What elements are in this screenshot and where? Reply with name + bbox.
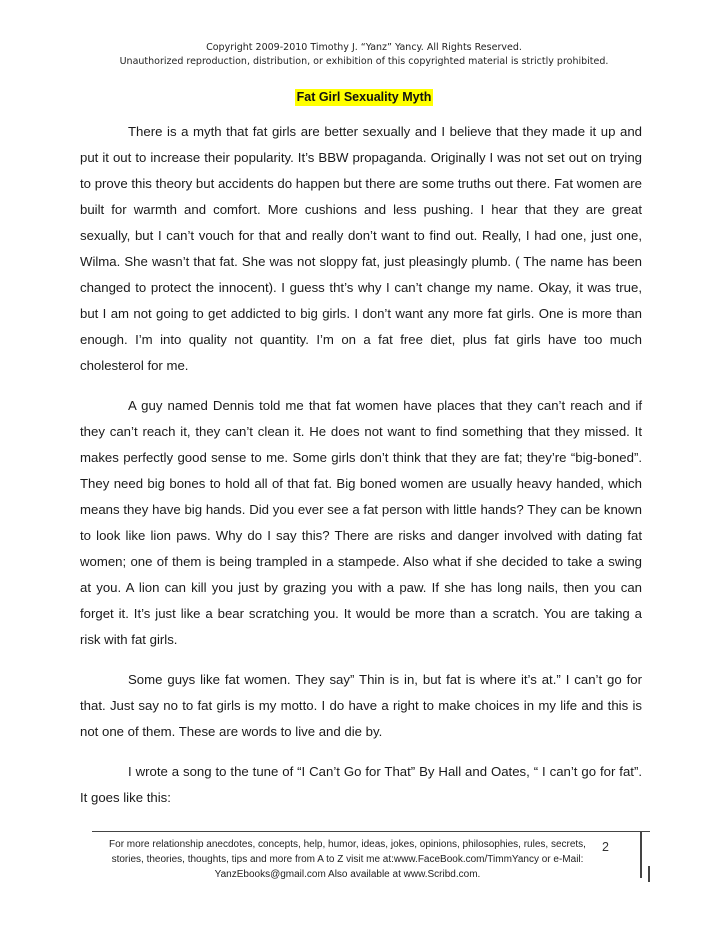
body-text — [80, 119, 642, 825]
page-number: 2 — [602, 840, 609, 854]
paragraph-1: There is a myth that fat girls are better sexually and I believe that they made it up and put it out to increase their popularity. It’s BBW propaganda. Originally I was not set out on trying to prove this theory but accidents do happen but there are some truths out there. Fat women are built for warmth and comfort. More cushions and less pushing. I hear that they are great sexually, but I can’t vouch for that and really don’t want to find out. Really, I had one, just one, Wilma. She wasn’t that fat. She was not sloppy fat, just pleasingly plumb. ( The name has been changed to protect the innocent). I guess tht’s why I can’t change my name. Okay, it was true, but I am not going to get addicted to big girls. I don’t want any more fat girls. One is more than enough. I’m into quality not quantity. I’m on a fat free diet, plus fat girls have too much cholesterol for me. — [80, 124, 642, 373]
footer-line-3: YanzEbooks@gmail.com Also available at www.Scribd.com. — [214, 869, 481, 880]
paragraph-3: Some guys like fat women. They say” Thin is in, but fat is where it’s at.” I can’t go for that. Just say no to fat girls is my motto. I do have a right to make choices in my life and this is not one of them. These are words to live and die by. — [80, 672, 642, 739]
paragraph-4: I wrote a song to the tune of “I Can’t Go for That” By Hall and Oates, “ I can’t go for fat”. It goes like this: — [80, 764, 642, 805]
footer-line-2: stories, theories, thoughts, tips and more from A to Z visit me at:www.FaceBook.com/TimmYancy or e-Mail: — [111, 854, 584, 865]
copyright-line: Copyright 2009-2010 Timothy J. “Yanz” Yancy. All Rights Reserved. — [206, 42, 522, 53]
footer-line-1: For more relationship anecdotes, concepts, help, humor, ideas, jokes, opinions, philosophies, rules, secrets, — [109, 839, 586, 850]
footer-text — [105, 837, 590, 882]
copyright-header — [0, 41, 728, 69]
reproduction-notice: Unauthorized reproduction, distribution, or exhibition of this copyrighted material is strictly prohibited. — [119, 56, 609, 67]
page-title: Fat Girl Sexuality Myth — [296, 90, 432, 104]
footer-divider — [92, 831, 650, 832]
paragraph-2: A guy named Dennis told me that fat women have places that they can’t reach and if they can’t reach it, they can’t clean it. He does not want to find something that they missed. It makes perfectly good sense to me. Some girls don’t think that they are fat; they’re “big-boned”. They need big bones to hold all of that fat. Big boned women are usually heavy handed, which means they have big hands. Did you ever see a fat person with little hands? They can be known to look like lion paws. Why do I say this? There are risks and danger involved with dating fat women; one of them is being trampled in a stampede. Also what if she decided to take a swing at you. A lion can kill you just by grazing you with a paw. If she has long nails, then you can forget it. It’s just like a bear scratching you. It would be more than a scratch. You are taking a risk with fat girls. — [80, 398, 642, 647]
title-container — [0, 88, 728, 106]
page-number-tick — [648, 866, 650, 882]
page-number-box — [592, 832, 642, 878]
